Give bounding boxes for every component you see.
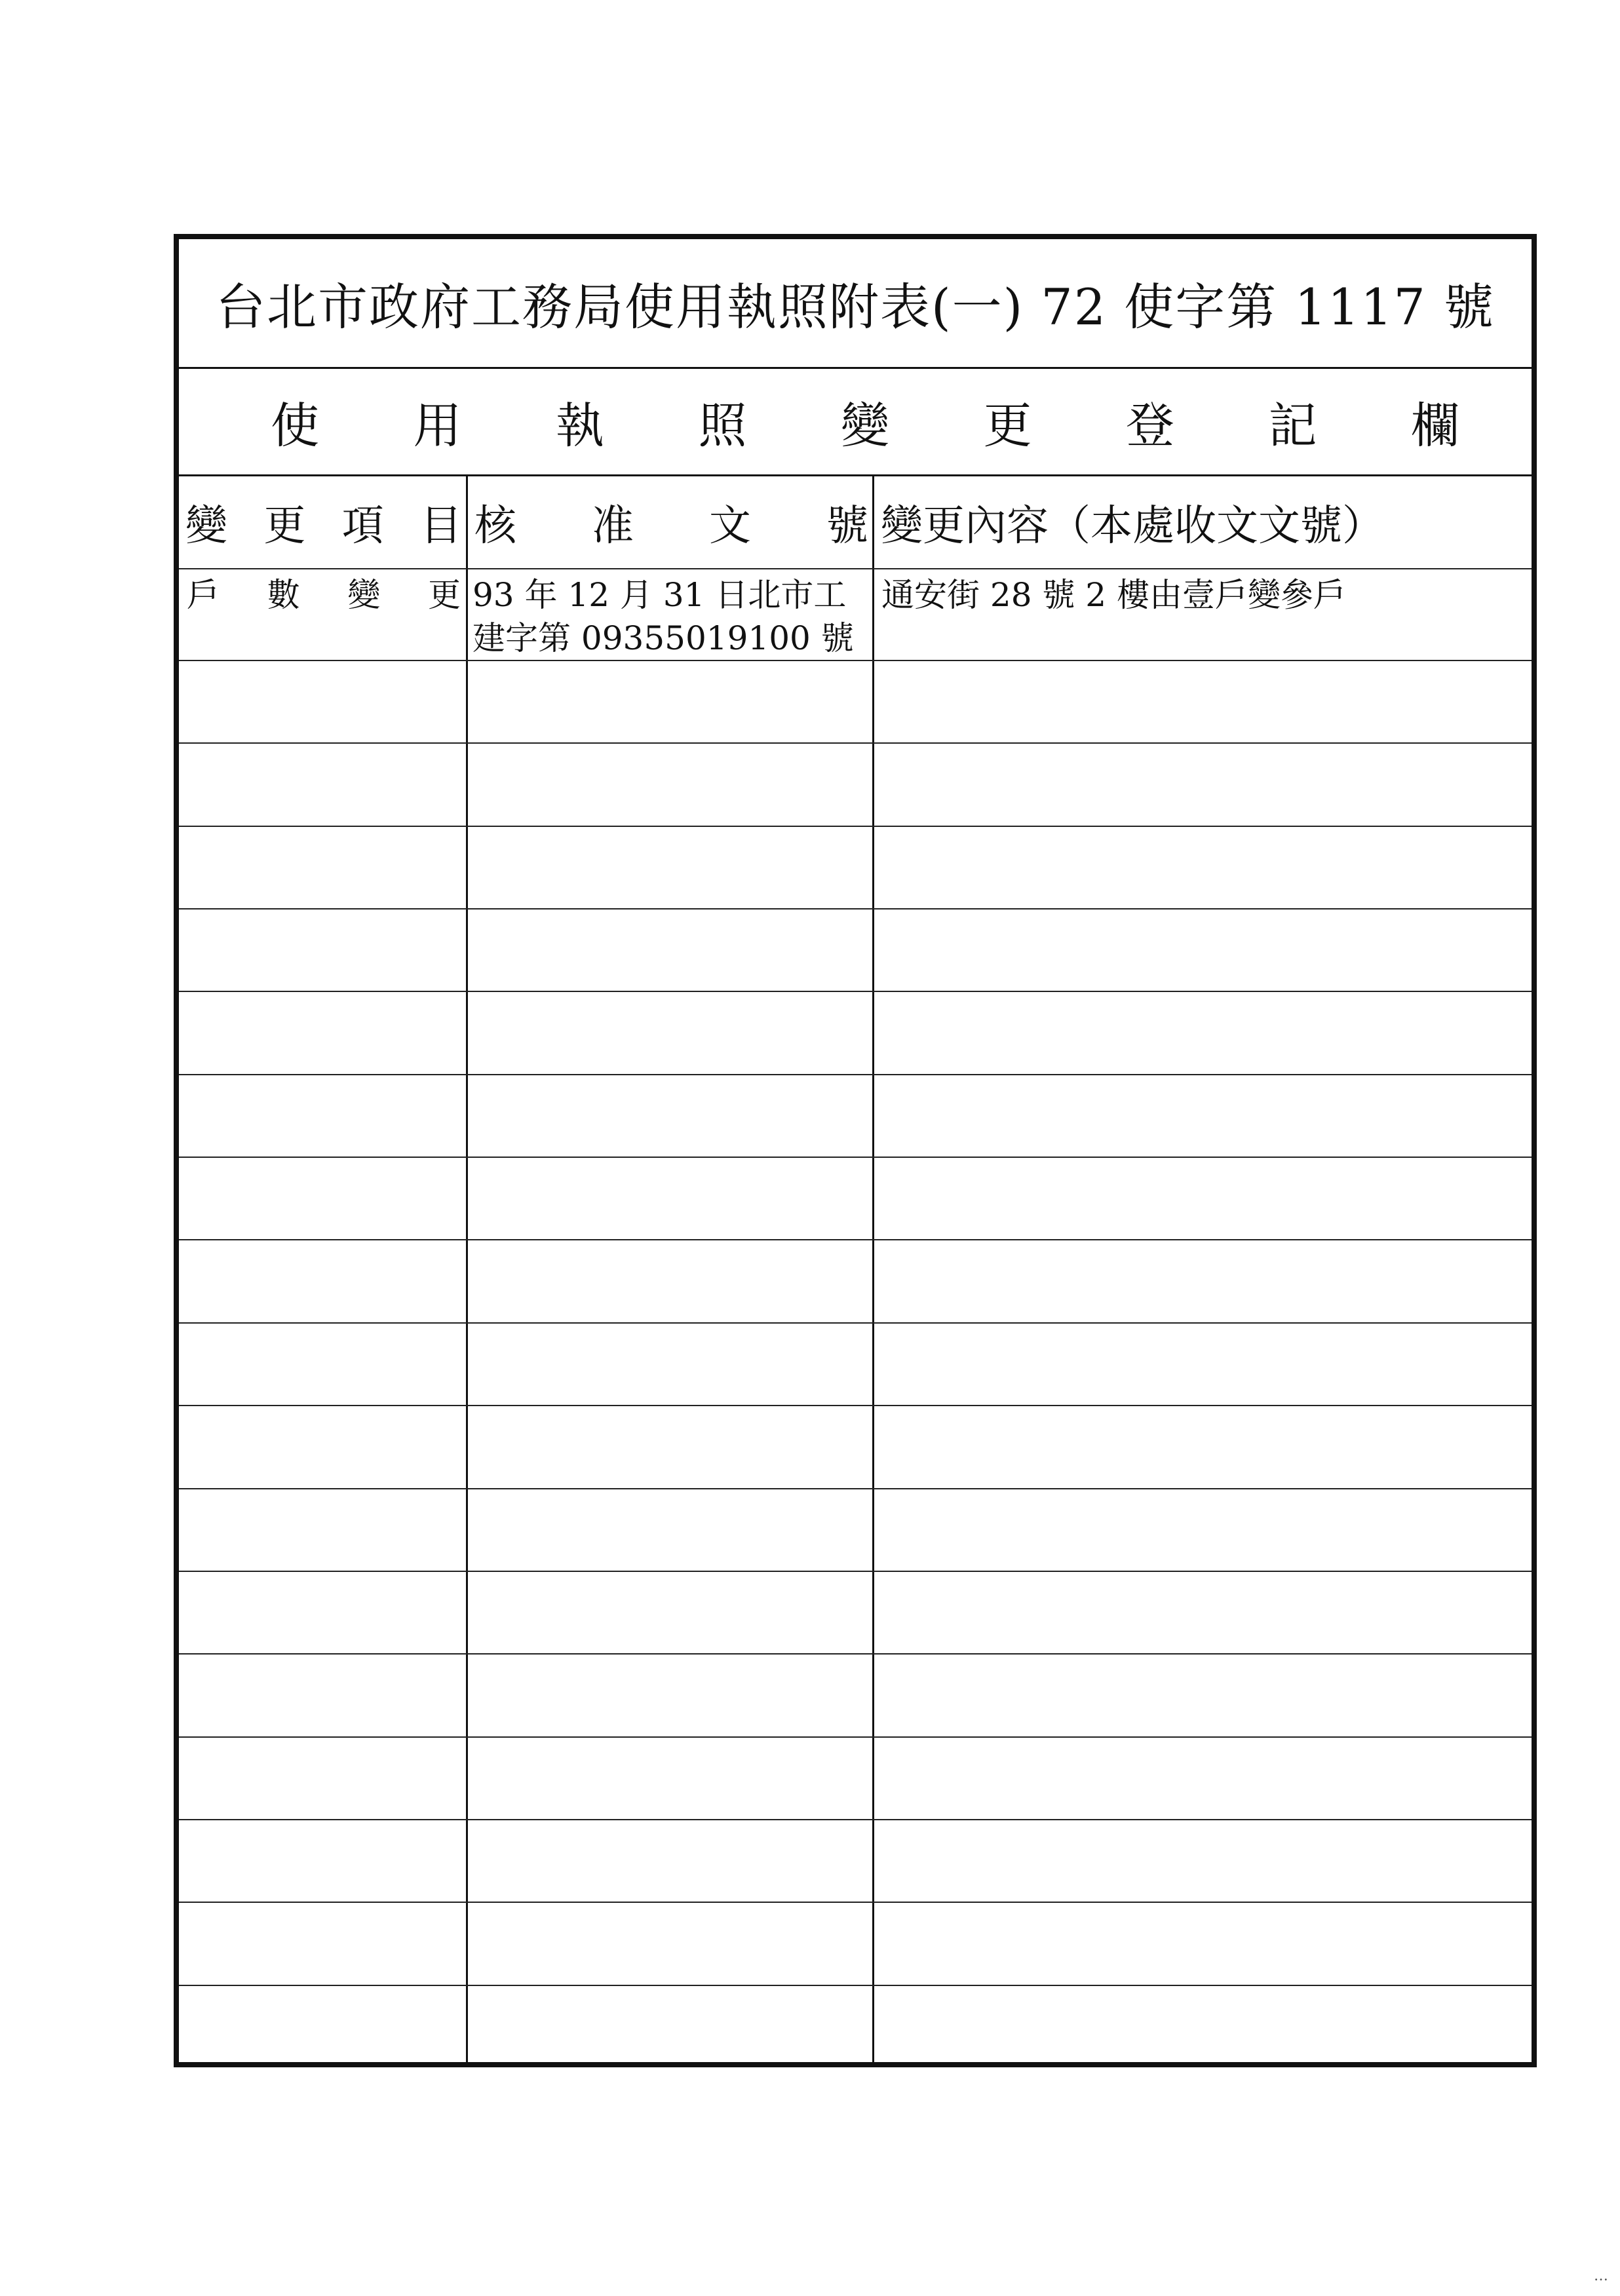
row-divider: [179, 660, 1532, 661]
row-1-change-content: [881, 573, 1530, 617]
page-mark: …: [1594, 2268, 1608, 2284]
approval-line-1: 93 年 12 月 31 日北市工: [473, 576, 847, 614]
row-divider: [179, 1902, 1532, 1903]
row-divider: [179, 1819, 1532, 1820]
column-header-approval-number: [468, 476, 872, 568]
section-title-char: 變: [841, 397, 889, 454]
row-divider: [179, 1157, 1532, 1158]
form-title-row: [179, 239, 1532, 369]
column-header-item: [179, 476, 466, 568]
section-title-char: 欄: [1411, 397, 1459, 454]
row-divider: [179, 1074, 1532, 1075]
column-header-change-content: [874, 476, 1532, 568]
usage-license-change-form: [174, 234, 1537, 2067]
column-header-char: 核: [474, 502, 516, 550]
row-divider: [179, 568, 1532, 569]
row-divider: [179, 826, 1532, 827]
section-title-row: [179, 369, 1532, 476]
column-header-char: 目: [419, 502, 462, 550]
column-header-char: 號: [826, 502, 868, 550]
row-divider: [179, 1488, 1532, 1489]
row-divider: [179, 1239, 1532, 1240]
cell-char: 變: [347, 576, 381, 614]
column-divider: [872, 476, 874, 2067]
section-title-char: 用: [413, 397, 462, 454]
row-divider: [179, 1322, 1532, 1324]
section-title-char: 更: [983, 397, 1032, 454]
row-divider: [179, 1736, 1532, 1738]
section-title-char: 使: [271, 397, 319, 454]
cell-char: 數: [267, 576, 300, 614]
column-divider: [466, 476, 468, 2067]
row-divider: [179, 991, 1532, 992]
column-header-char: 變: [185, 502, 227, 550]
column-header-char: 項: [341, 502, 384, 550]
row-divider: [179, 742, 1532, 744]
row-divider: [179, 1653, 1532, 1655]
column-header-char: 更: [263, 502, 306, 550]
section-title: [271, 369, 1459, 474]
section-title-char: 記: [1268, 397, 1317, 454]
column-header-char: 准: [592, 502, 634, 550]
cell-char: 更: [427, 576, 461, 614]
row-divider: [179, 908, 1532, 909]
column-header-label: 變更內容（本處收文文號）: [881, 502, 1384, 550]
column-header-char: 文: [709, 502, 751, 550]
change-record-table: [179, 476, 1532, 2067]
cell-char: 戶: [187, 576, 220, 614]
row-divider: [179, 1571, 1532, 1572]
row-1-approval-number: [473, 573, 868, 660]
section-title-char: 登: [1126, 397, 1174, 454]
section-title-char: 照: [698, 397, 747, 454]
row-1-item: [179, 573, 466, 617]
section-title-char: 執: [556, 397, 604, 454]
approval-line-2: 建字第 09355019100 號: [473, 619, 854, 657]
change-content-text: 通安街 28 號 2 樓由壹戶變參戶: [881, 576, 1347, 614]
row-divider: [179, 1985, 1532, 1986]
form-title: 台北市政府工務局使用執照附表(一) 72 使字第 1117 號: [215, 278, 1495, 336]
row-divider: [179, 1405, 1532, 1406]
